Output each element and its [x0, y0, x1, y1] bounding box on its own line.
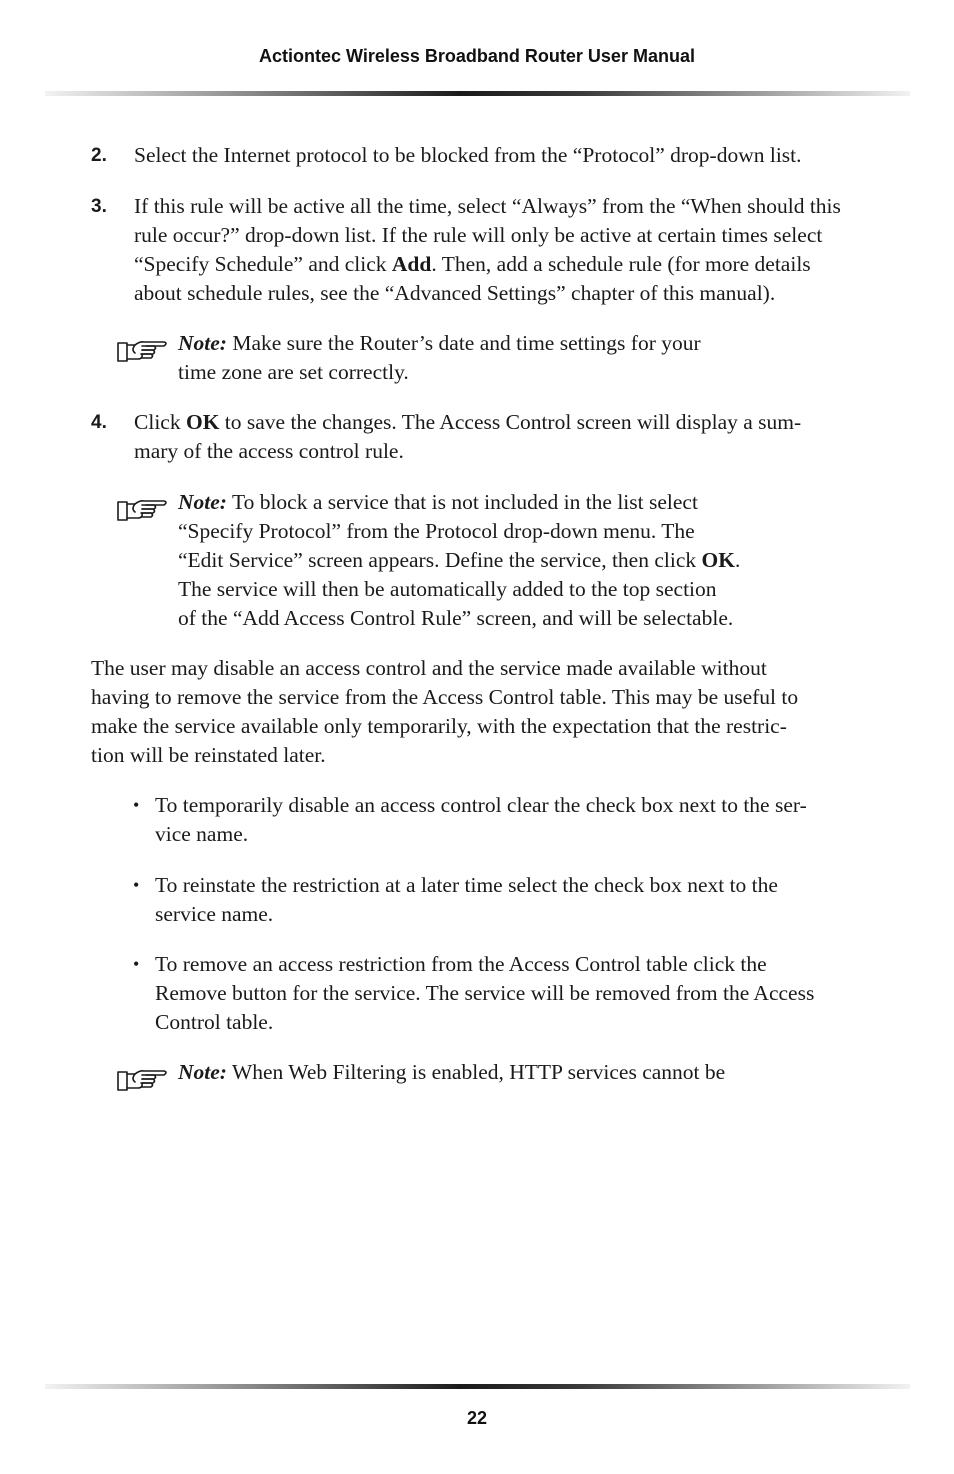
- body-paragraph: [91, 654, 866, 770]
- text-line: To temporarily disable an access control clear the check box next to the ser-: [155, 793, 807, 817]
- footer-divider: [45, 1384, 910, 1389]
- text-line: [178, 488, 778, 517]
- text-line: To reinstate the restriction at a later time select the check box next to the: [155, 873, 778, 897]
- ok-label: OK: [185, 410, 220, 434]
- text-run: to save the changes. The Access Control screen will display a sum-: [219, 410, 802, 434]
- text-line: The user may disable an access control and the service made available without: [91, 656, 767, 680]
- text-line: [178, 546, 778, 575]
- text-line: Remove button for the service. The service will be removed from the Access: [155, 981, 815, 1005]
- note-label: Note:: [178, 1060, 227, 1084]
- pointing-hand-icon: [116, 1065, 170, 1093]
- text-line: [134, 437, 866, 466]
- bullet-dot: •: [133, 954, 140, 974]
- pointing-hand-icon: [116, 495, 170, 523]
- text-line: [178, 329, 778, 358]
- text-line: [134, 250, 866, 279]
- step-text: [134, 408, 866, 466]
- bullet-text: [155, 791, 866, 849]
- step-number: 4.: [91, 412, 107, 433]
- text-line: Control table.: [155, 1010, 274, 1034]
- header-divider: [45, 91, 910, 96]
- text-run: “Specify Schedule” and click: [134, 252, 392, 276]
- text-run: mary of the access control rule.: [134, 439, 404, 463]
- text-line: To remove an access restriction from the Access Control table click the: [155, 952, 767, 976]
- text-line: make the service available only temporarily, with the expectation that the restric-: [91, 714, 787, 738]
- text-line: [178, 358, 778, 387]
- bullet-dot: •: [133, 795, 140, 815]
- text-line: [134, 408, 866, 437]
- text-run: If this rule will be active all the time, select “Always” from the “When should this: [134, 194, 841, 218]
- text-run: Click: [134, 410, 186, 434]
- step-number: 2.: [91, 145, 107, 166]
- page-number: 22: [466, 1408, 488, 1428]
- text-line: [178, 517, 778, 546]
- note-text: [178, 488, 778, 633]
- text-run: “Specify Protocol” from the Protocol drop-down menu. The: [178, 519, 695, 543]
- manual-title: Actiontec Wireless Broadband Router User Manual: [259, 46, 695, 66]
- text-line: tion will be reinstated later.: [91, 743, 326, 767]
- step-number: 3.: [91, 196, 107, 217]
- text-line: [134, 192, 866, 221]
- text-run: Make sure the Router’s date and time settings for your: [226, 331, 701, 355]
- bullet-text: [155, 950, 866, 1037]
- text-line: [178, 604, 778, 633]
- text-line: having to remove the service from the Access Control table. This may be useful to: [91, 685, 799, 709]
- note-text: [178, 1058, 778, 1087]
- note-label: Note:: [178, 490, 227, 514]
- note-label: Note:: [178, 331, 227, 355]
- text-run: The service will then be automatically added to the top section: [178, 577, 717, 601]
- step-text: [134, 141, 866, 170]
- text-run: . Then, add a schedule rule (for more details: [431, 252, 811, 276]
- ok-label: OK: [701, 548, 735, 572]
- note-text: [178, 329, 778, 387]
- text-run: To block a service that is not included in the list select: [226, 490, 698, 514]
- text-run: about schedule rules, see the “Advanced Settings” chapter of this manual).: [134, 281, 776, 305]
- add-label: Add: [391, 252, 432, 276]
- text-run: rule occur?” drop-down list. If the rule will only be active at certain times select: [134, 223, 823, 247]
- text-line: service name.: [155, 902, 274, 926]
- text-line: [178, 1058, 778, 1087]
- bullet-dot: •: [133, 875, 140, 895]
- text-line: [178, 575, 778, 604]
- pointing-hand-icon: [116, 336, 170, 364]
- text-run: .: [734, 548, 741, 572]
- text-run: Select the Internet protocol to be blocked from the “Protocol” drop-down list.: [134, 143, 802, 167]
- text-run: time zone are set correctly.: [178, 360, 409, 384]
- text-line: vice name.: [155, 822, 249, 846]
- text-line: [134, 141, 866, 170]
- text-run: When Web Filtering is enabled, HTTP services cannot be: [226, 1060, 726, 1084]
- bullet-text: [155, 871, 866, 929]
- text-line: [134, 279, 866, 308]
- text-line: [134, 221, 866, 250]
- text-run: “Edit Service” screen appears. Define the service, then click: [178, 548, 702, 572]
- step-text: [134, 192, 866, 308]
- text-run: of the “Add Access Control Rule” screen, and will be selectable.: [178, 606, 734, 630]
